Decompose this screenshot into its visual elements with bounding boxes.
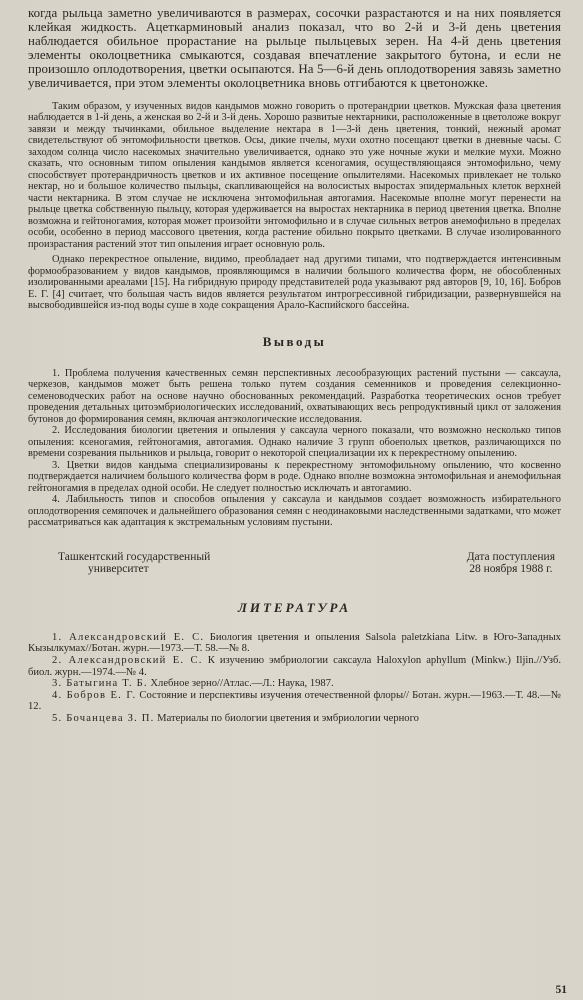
reference-text: Хлебное зерно//Атлас.—Л.: Наука, 1987. [147, 678, 334, 690]
reference-text: Биология цветения и опыления Salsola paletzkiana Litw. в Юго-Западных Кызылкумах//Ботан. журн.—1973.—Т. 58.—№ 8. [28, 631, 561, 655]
conclusion-4: 4. Лабильность типов и способов опыления у саксаула и кандымов создает возможность избирательного оплодотворения семяпочек и дальнейшего образования семян с неодинаковыми наследственными задатками, что может рассматриваться как адаптация к экстремальным условиям пустыни. [28, 494, 561, 529]
institution-line-1: Ташкентский государственный [58, 550, 211, 563]
conclusion-2: 2. Исследования биологии цветения и опыления у саксаула черного показали, что возможно несколько типов опыления: ксеногамия, гейтоногамия, автогамия. Однако наличие 3 групп обоеполых цветков, различающихся по времени созревания пыльников и рыльца, говорит о некоторой специализации их к перекрестному опылению. [28, 425, 561, 460]
reference-author: 1. Александровский Е. С. [52, 631, 205, 643]
submission-footer [28, 551, 561, 576]
reference-item [28, 655, 561, 678]
institution [28, 551, 210, 576]
reference-item [28, 713, 561, 725]
reference-text: Материалы по биологии цветения и эмбриологии черного [154, 712, 419, 724]
reference-list [28, 632, 561, 725]
reference-item [28, 690, 561, 713]
literature-heading: ЛИТЕРАТУРА [237, 599, 352, 615]
conclusion-3: 3. Цветки видов кандыма специализированы к перекрестному энтомофильному опылению, что косвенно подтверждается наличием большого количества форм в роде. Однако вполне возможна энтомофильная и анемофильная гейтоногамия в пределах одной особи. Не следует полностью исключать и автогамию. [28, 459, 561, 494]
conclusions-heading: Выводы [262, 333, 327, 349]
reference-author: 3. Батыгина Т. Б. [52, 678, 148, 690]
reference-item [28, 632, 561, 655]
reference-text: К изучению эмбриологии саксаула Haloxylon aphyllum (Minkw.) Iljin.//Узб. биол. журн.—1974.—№ 4. [28, 654, 561, 678]
top-paragraph: когда рыльца заметно увеличиваются в размерах, сосочки разрастаются и на них появляется клейкая жидкость. Ацеткарминовый анализ показал, что во 2-й и 3-й день цветения наблюдается обильное прорастание на рыльце пыльцевых зерен. На 4-й день цветения элементы околоцветника смыкаются, создавая впечатление закрытого бутона, и если не произошло оплодотворения, цветки осыпаются. На 5—6-й день оплодотворения завязь заметно увеличивается, при этом элементы околоцветника вновь отгибаются к цветоножке. [28, 6, 561, 91]
reference-author: 5. Бочанцева З. П. [52, 712, 155, 724]
conclusion-1: 1. Проблема получения качественных семян перспективных лесообразующих растений пустыни — саксаула, черкезов, кандымов может быть решена только путем создания семенников и проведения селекционно-семеноводческих работ на основе научно обоснованных рекомендаций. Разработка теоретических основ требует проведения детальных цитоэмбриологических исследований, охватывающих весь репродуктивный цикл от заложения бутонов до формирования семян, включая антэкологические исследования. [28, 367, 561, 425]
body-paragraph-2: Однако перекрестное опыление, видимо, преобладает над другими типами, что подтверждается интенсивным формообразованием у видов кандымов, проявляющимся в наличии большого количества форм, не обособленных изолированными ареалами [15]. На гибридную природу представителей рода указывают ряд авторов [9, 10, 16]. Бобров Е. Г. [4] считает, что большая часть видов является результатом интрогрессивной гибридизации, развернувшейся на высвободившейся из-под воды суше в ходе сокращения Арало-Каспийского бассейна. [28, 254, 561, 312]
received-date [467, 551, 561, 576]
body-paragraph-1: Таким образом, у изученных видов кандымов можно говорить о протерандрии цветков. Мужская фаза цветения наблюдается в 1-й день, а женская во 2-й и 3-й день. Хорошо развитые нектарники, расположенные в цветоложе вокруг завязи и между тычинками, обильное выделение нектара в 1—3-й день цветения, тонкий, нежный аромат свидетельствуют об энтомофильности цветков. Осы, дикие пчелы, мухи охотно посещают цветки в дневные часы. С заходом солнца число насекомых значительно увеличивается, однако это уже ночные жуки и мелкие мухи. Можно сказать, что основным типом опыления кандымов является ксеногамия, осуществляющаяся энтомофильно, чему способствует протерандричность цветков и их активное посещение опылителями. Насекомых привлекает не только нектар, но и большое количество пыльцы, скапливающейся на волосистых выростах эпидермальных клеток верхней части нектарника. В этом случае не исключена энтомофильная автогамия. Насекомые вполне могут перенести на рыльце цветка собственную пыльцу, которая удерживается на выростах нектарника в период цветения цветка. Вполне возможна и гейтоногамия, которая может произойти энтомофильно и в случае сильных ветров анемофильно в пределах особи, особенно в период массового цветения, когда растение обильно покрыто цветками. В случае изолированного произрастания растений этот тип опыления играет основную роль. [28, 100, 561, 250]
date-label: Дата поступления [466, 550, 555, 563]
page-number: 51 [555, 984, 567, 996]
reference-author: 4. Бобров Е. Г. [52, 689, 137, 701]
reference-item [28, 678, 561, 690]
reference-author: 2. Александровский Е. С. [52, 654, 203, 666]
date-value: 28 ноября 1988 г. [469, 563, 553, 576]
reference-text: Состояние и перспективы изучения отечественной флоры// Ботан. журн.—1963.—Т. 48.—№ 12. [28, 689, 561, 713]
institution-line-2: университет [88, 563, 149, 576]
